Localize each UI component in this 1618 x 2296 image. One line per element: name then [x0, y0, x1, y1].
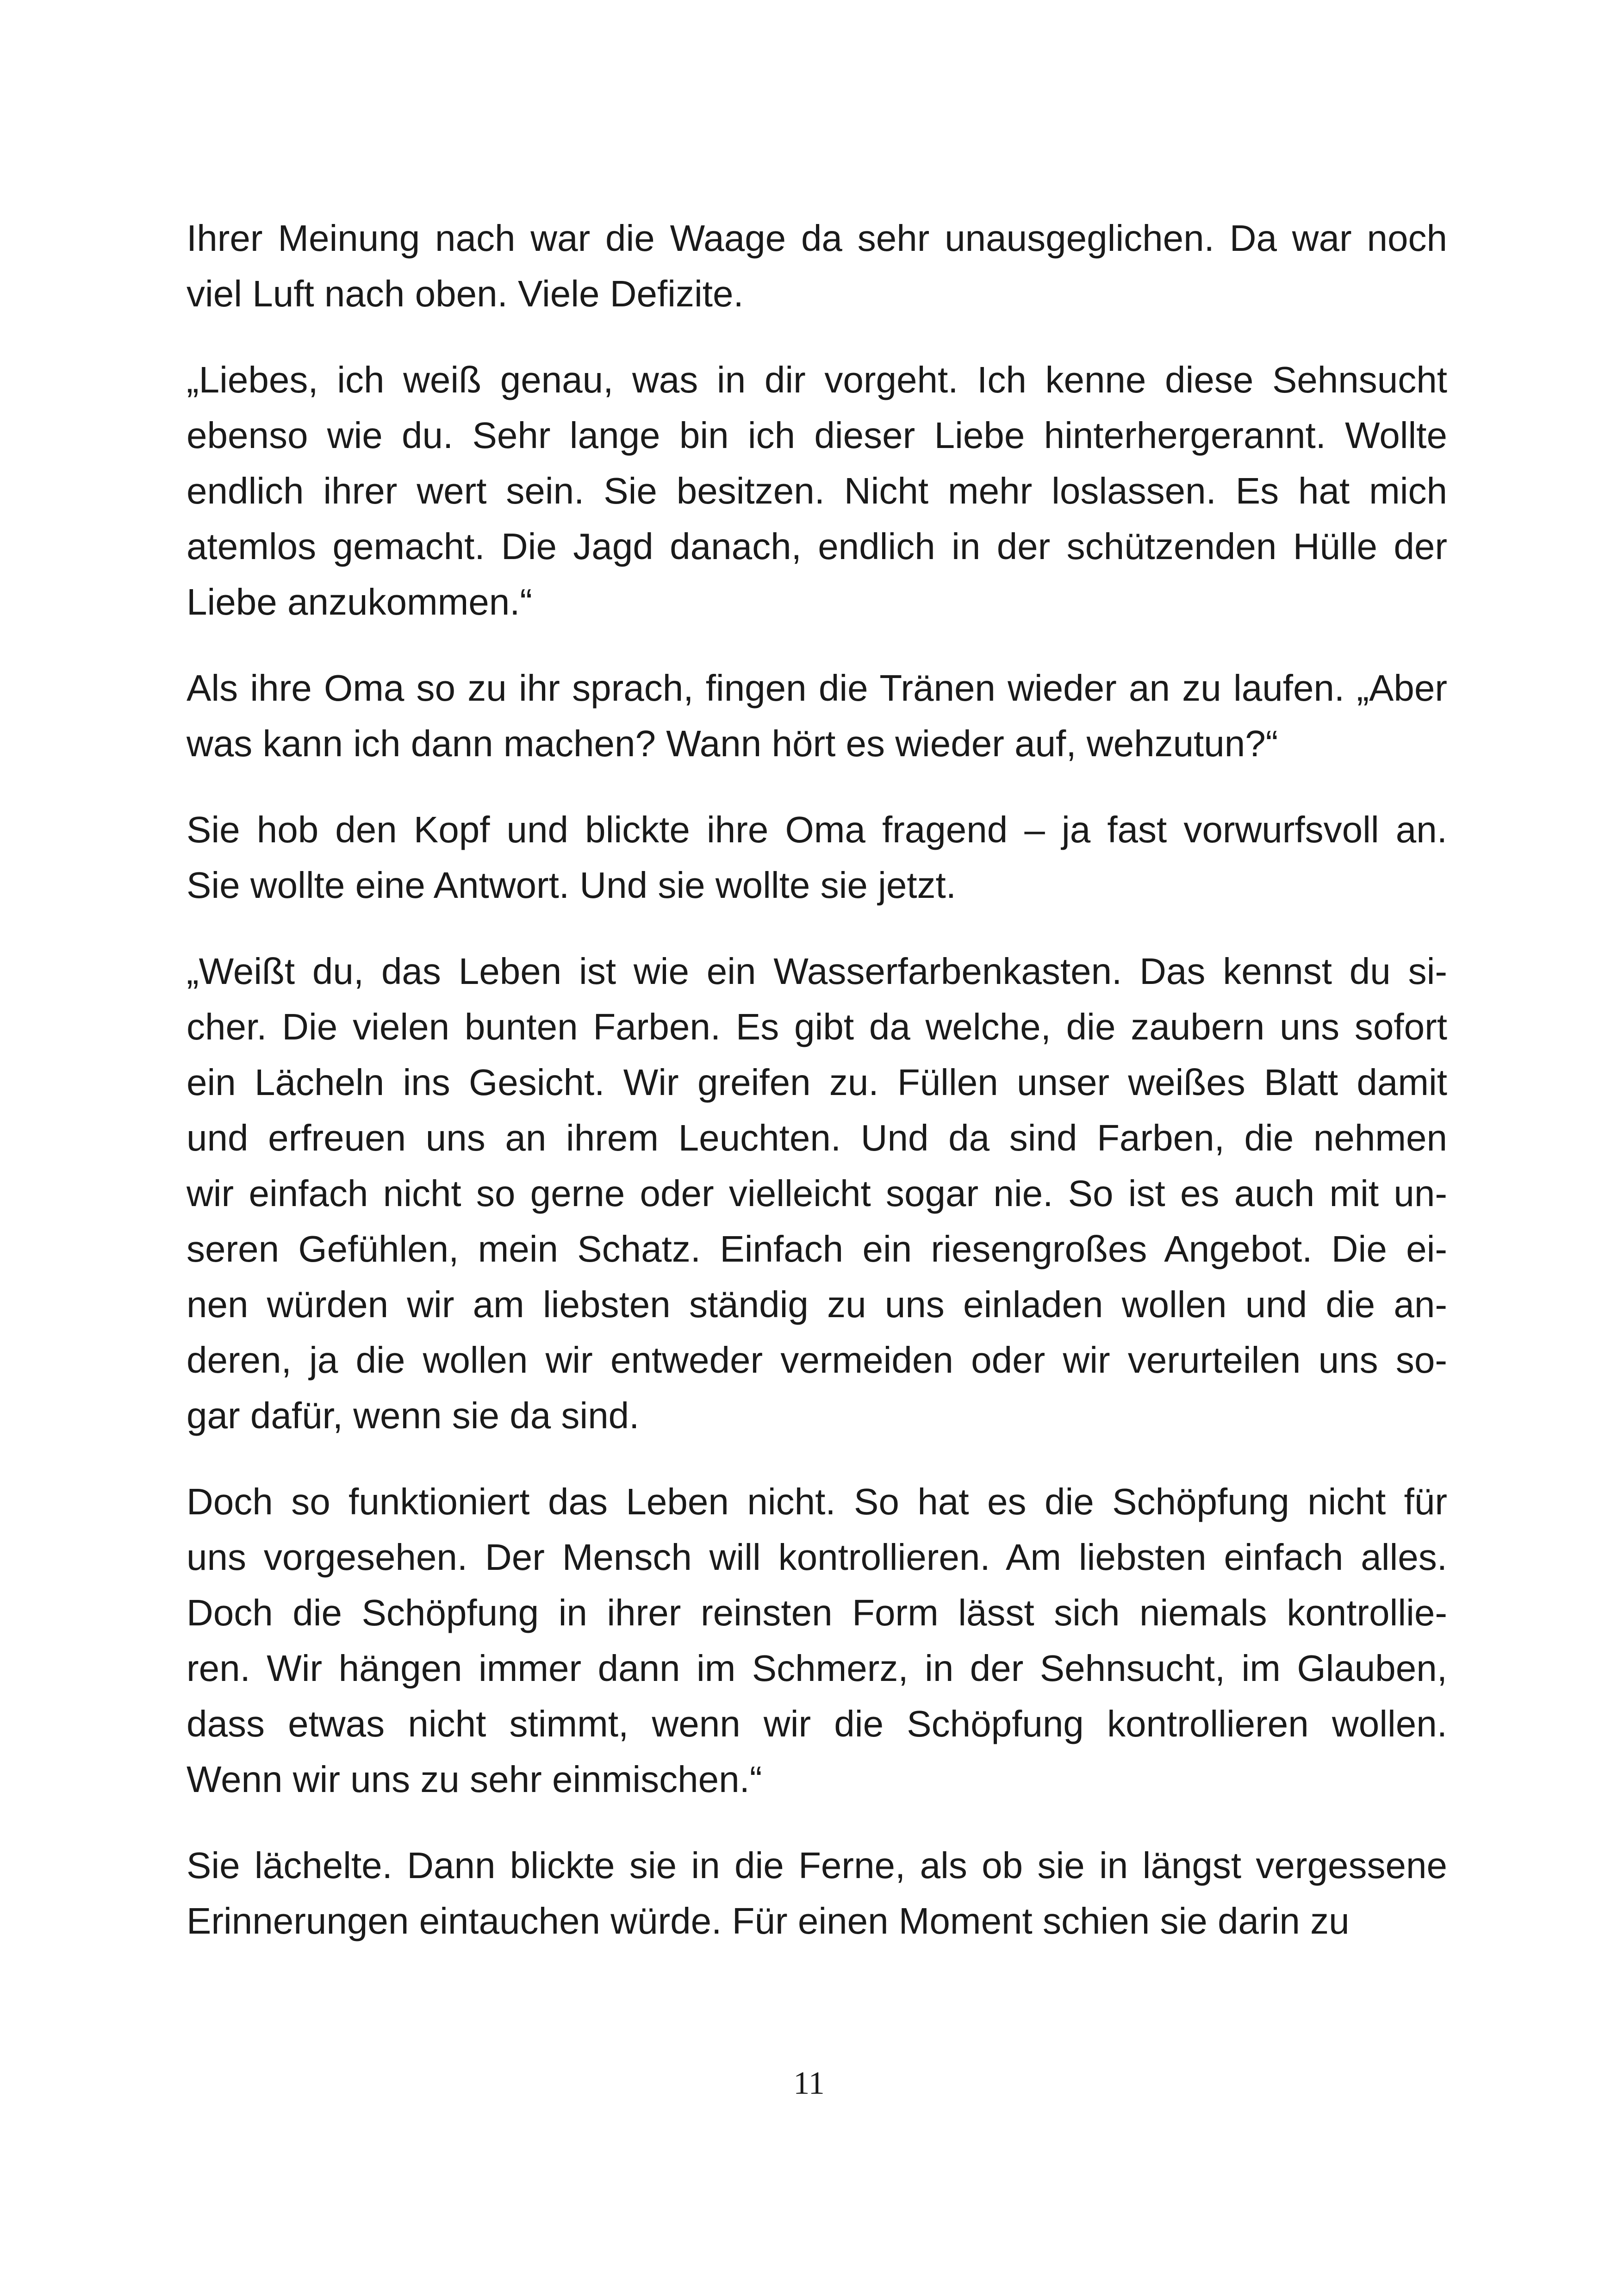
text-line: Erinnerungen eintauchen würde. Für einen Moment schien sie darin zu [187, 1900, 1350, 1941]
text-line: ein Lächeln ins Gesicht. Wir greifen zu. Füllen unser weißes Blatt damit [187, 1062, 1447, 1103]
text-line: „Liebes, ich weiß genau, was in dir vorgeht. Ich kenne diese Sehnsucht [187, 359, 1447, 400]
text-line: endlich ihrer wert sein. Sie besitzen. Nicht mehr loslassen. Es hat mich [187, 470, 1447, 511]
paragraph-6 [187, 1474, 1447, 1807]
text-line: Sie wollte eine Antwort. Und sie wollte sie jetzt. [187, 865, 957, 906]
text-line: Wenn wir uns zu sehr einmischen.“ [187, 1759, 762, 1800]
text-line: atemlos gemacht. Die Jagd danach, endlich in der schützenden Hülle der [187, 526, 1447, 567]
page-number: 11 [793, 2066, 825, 2101]
paragraph-1 [187, 211, 1447, 322]
text-line: Liebe anzukommen.“ [187, 581, 533, 622]
text-line: wir einfach nicht so gerne oder vielleicht sogar nie. So ist es auch mit un- [187, 1173, 1447, 1214]
paragraph-2 [187, 352, 1447, 630]
text-line: Ihrer Meinung nach war die Waage da sehr unausgeglichen. Da war noch [187, 218, 1447, 259]
paragraph-7 [187, 1838, 1447, 1949]
text-line: dass etwas nicht stimmt, wenn wir die Schöpfung kontrollieren wollen. [187, 1703, 1447, 1744]
text-line: was kann ich dann machen? Wann hört es wieder auf, wehzutun?“ [187, 723, 1278, 764]
text-line: gar dafür, wenn sie da sind. [187, 1395, 640, 1436]
text-line: „Weißt du, das Leben ist wie ein Wasserfarbenkasten. Das kennst du si- [187, 951, 1447, 992]
text-line: nen würden wir am liebsten ständig zu uns einladen wollen und die an- [187, 1284, 1447, 1325]
paragraph-4 [187, 802, 1447, 913]
text-line: Sie lächelte. Dann blickte sie in die Ferne, als ob sie in längst vergessene [187, 1845, 1447, 1886]
text-line: viel Luft nach oben. Viele Defizite. [187, 273, 744, 314]
text-line: Doch die Schöpfung in ihrer reinsten Form lässt sich niemals kontrollie- [187, 1592, 1447, 1633]
paragraph-3 [187, 660, 1447, 772]
paragraph-5 [187, 944, 1447, 1444]
body-text [187, 211, 1447, 1979]
text-line: Doch so funktioniert das Leben nicht. So hat es die Schöpfung nicht für [187, 1481, 1447, 1522]
text-line: deren, ja die wollen wir entweder vermeiden oder wir verurteilen uns so- [187, 1339, 1447, 1381]
text-line: cher. Die vielen bunten Farben. Es gibt da welche, die zaubern uns sofort [187, 1006, 1447, 1047]
text-line: ren. Wir hängen immer dann im Schmerz, in der Sehnsucht, im Glauben, [187, 1648, 1447, 1689]
text-line: und erfreuen uns an ihrem Leuchten. Und da sind Farben, die nehmen [187, 1117, 1447, 1158]
text-line: ebenso wie du. Sehr lange bin ich dieser Liebe hinterhergerannt. Wollte [187, 415, 1447, 456]
text-line: seren Gefühlen, mein Schatz. Einfach ein riesengroßes Angebot. Die ei- [187, 1228, 1447, 1269]
text-line: uns vorgesehen. Der Mensch will kontrollieren. Am liebsten einfach alles. [187, 1537, 1447, 1578]
text-line: Sie hob den Kopf und blickte ihre Oma fragend – ja fast vorwurfsvoll an. [187, 809, 1447, 850]
text-line: Als ihre Oma so zu ihr sprach, fingen die Tränen wieder an zu laufen. „Aber [187, 667, 1447, 709]
